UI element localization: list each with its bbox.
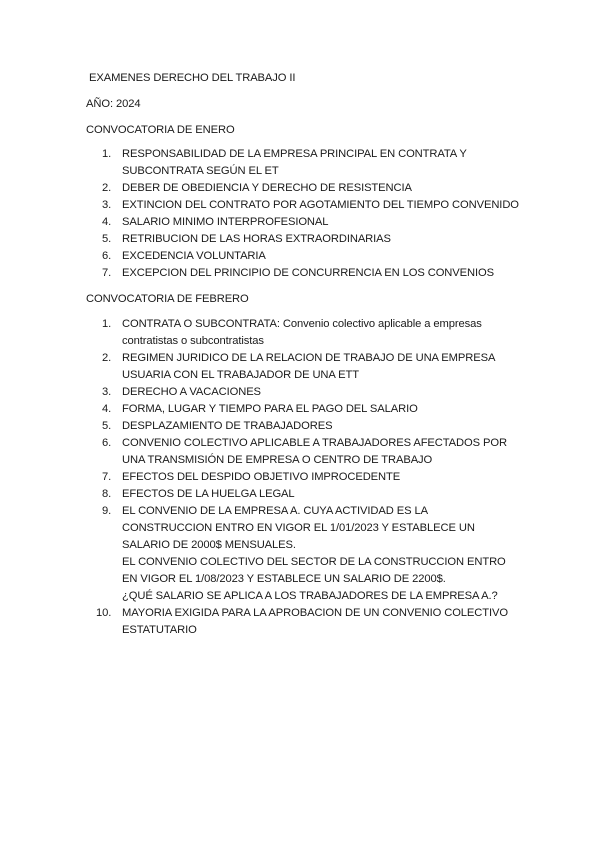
list-item-number: 3. — [102, 199, 112, 211]
list-item-text: EXCEDENCIA VOLUNTARIA — [122, 250, 266, 262]
list-item — [102, 350, 522, 384]
list-item-number: 4. — [102, 403, 112, 415]
list-item — [102, 265, 522, 282]
list-item — [102, 503, 522, 605]
list-item — [102, 469, 522, 486]
list-item-number: 7. — [102, 267, 112, 279]
list-item-text: EFECTOS DE LA HUELGA LEGAL — [122, 488, 295, 500]
list-item-number: 6. — [102, 437, 112, 449]
list-item — [102, 435, 522, 469]
list-item — [102, 231, 522, 248]
list-item-text: EXTINCION DEL CONTRATO POR AGOTAMIENTO DEL TIEMPO CONVENIDO — [122, 199, 519, 211]
list-item-text: FORMA, LUGAR Y TIEMPO PARA EL PAGO DEL SALARIO — [122, 403, 418, 415]
section-heading-enero: CONVOCATORIA DE ENERO — [86, 124, 235, 136]
list-item — [102, 248, 522, 265]
list-item-number: 3. — [102, 386, 112, 398]
list-item-number: 5. — [102, 420, 112, 432]
list-item-text: RETRIBUCION DE LAS HORAS EXTRAORDINARIAS — [122, 233, 391, 245]
list-item-number: 6. — [102, 250, 112, 262]
document-title: EXAMENES DERECHO DEL TRABAJO II — [89, 72, 296, 84]
list-item-text: RESPONSABILIDAD DE LA EMPRESA PRINCIPAL EN CONTRATA Y SUBCONTRATA SEGÚN EL ET — [122, 148, 467, 177]
list-item — [102, 384, 522, 401]
list-item-number: 1. — [102, 148, 112, 160]
list-item-number: 4. — [102, 216, 112, 228]
list-item — [102, 316, 522, 350]
list-item-text: SALARIO MINIMO INTERPROFESIONAL — [122, 216, 329, 228]
list-item-text: MAYORIA EXIGIDA PARA LA APROBACION DE UN CONVENIO COLECTIVO ESTATUTARIO — [122, 607, 508, 636]
list-item-text: CONTRATA O SUBCONTRATA: Convenio colectivo aplicable a empresas contratistas o subcontratistas — [122, 318, 482, 347]
list-item-number: 9. — [102, 505, 112, 517]
list-item-text: DERECHO A VACACIONES — [122, 386, 261, 398]
section-heading-febrero: CONVOCATORIA DE FEBRERO — [86, 293, 249, 305]
list-item — [102, 214, 522, 231]
list-item-text: DEBER DE OBEDIENCIA Y DERECHO DE RESISTENCIA — [122, 182, 412, 194]
list-item-text: EFECTOS DEL DESPIDO OBJETIVO IMPROCEDENTE — [122, 471, 401, 483]
list-item — [102, 197, 522, 214]
list-item-text: CONVENIO COLECTIVO APLICABLE A TRABAJADORES AFECTADOS POR UNA TRANSMISIÓN DE EMPRESA O CENTRO DE TRABAJO — [122, 437, 507, 466]
list-item-number: 10. — [96, 607, 112, 619]
list-item-text: EXCEPCION DEL PRINCIPIO DE CONCURRENCIA EN LOS CONVENIOS — [122, 267, 494, 279]
list-item-text: DESPLAZAMIENTO DE TRABAJADORES — [122, 420, 333, 432]
list-item-number: 8. — [102, 488, 112, 500]
exam-list-febrero — [96, 316, 522, 639]
exam-list-enero — [102, 146, 522, 282]
year-line: AÑO: 2024 — [86, 98, 141, 110]
list-item-text: REGIMEN JURIDICO DE LA RELACION DE TRABAJO DE UNA EMPRESA USUARIA CON EL TRABAJADOR DE UNA ETT — [122, 352, 496, 381]
list-item — [96, 605, 522, 639]
list-item-number: 1. — [102, 318, 112, 330]
list-item — [102, 401, 522, 418]
list-item — [102, 418, 522, 435]
list-item — [102, 146, 522, 180]
list-item — [102, 180, 522, 197]
list-item-number: 5. — [102, 233, 112, 245]
list-item — [102, 486, 522, 503]
list-item-number: 2. — [102, 182, 112, 194]
list-item-number: 7. — [102, 471, 112, 483]
list-item-number: 2. — [102, 352, 112, 364]
list-item-text: EL CONVENIO DE LA EMPRESA A. CUYA ACTIVIDAD ES LA CONSTRUCCION ENTRO EN VIGOR EL 1/01/2023 Y ESTABLECE UN SALARIO DE 2000$ MENSUALES. EL CONVENIO COLECTIVO DEL SECTOR DE LA CONSTRUCCION ENTRO EN VIGOR EL 1/08/2023 Y ESTABLECE UN SALARIO DE 2200$. ¿QUÉ SALARIO SE APLICA A LOS TRABAJADORES DE LA EMPRESA A.? — [122, 505, 506, 602]
